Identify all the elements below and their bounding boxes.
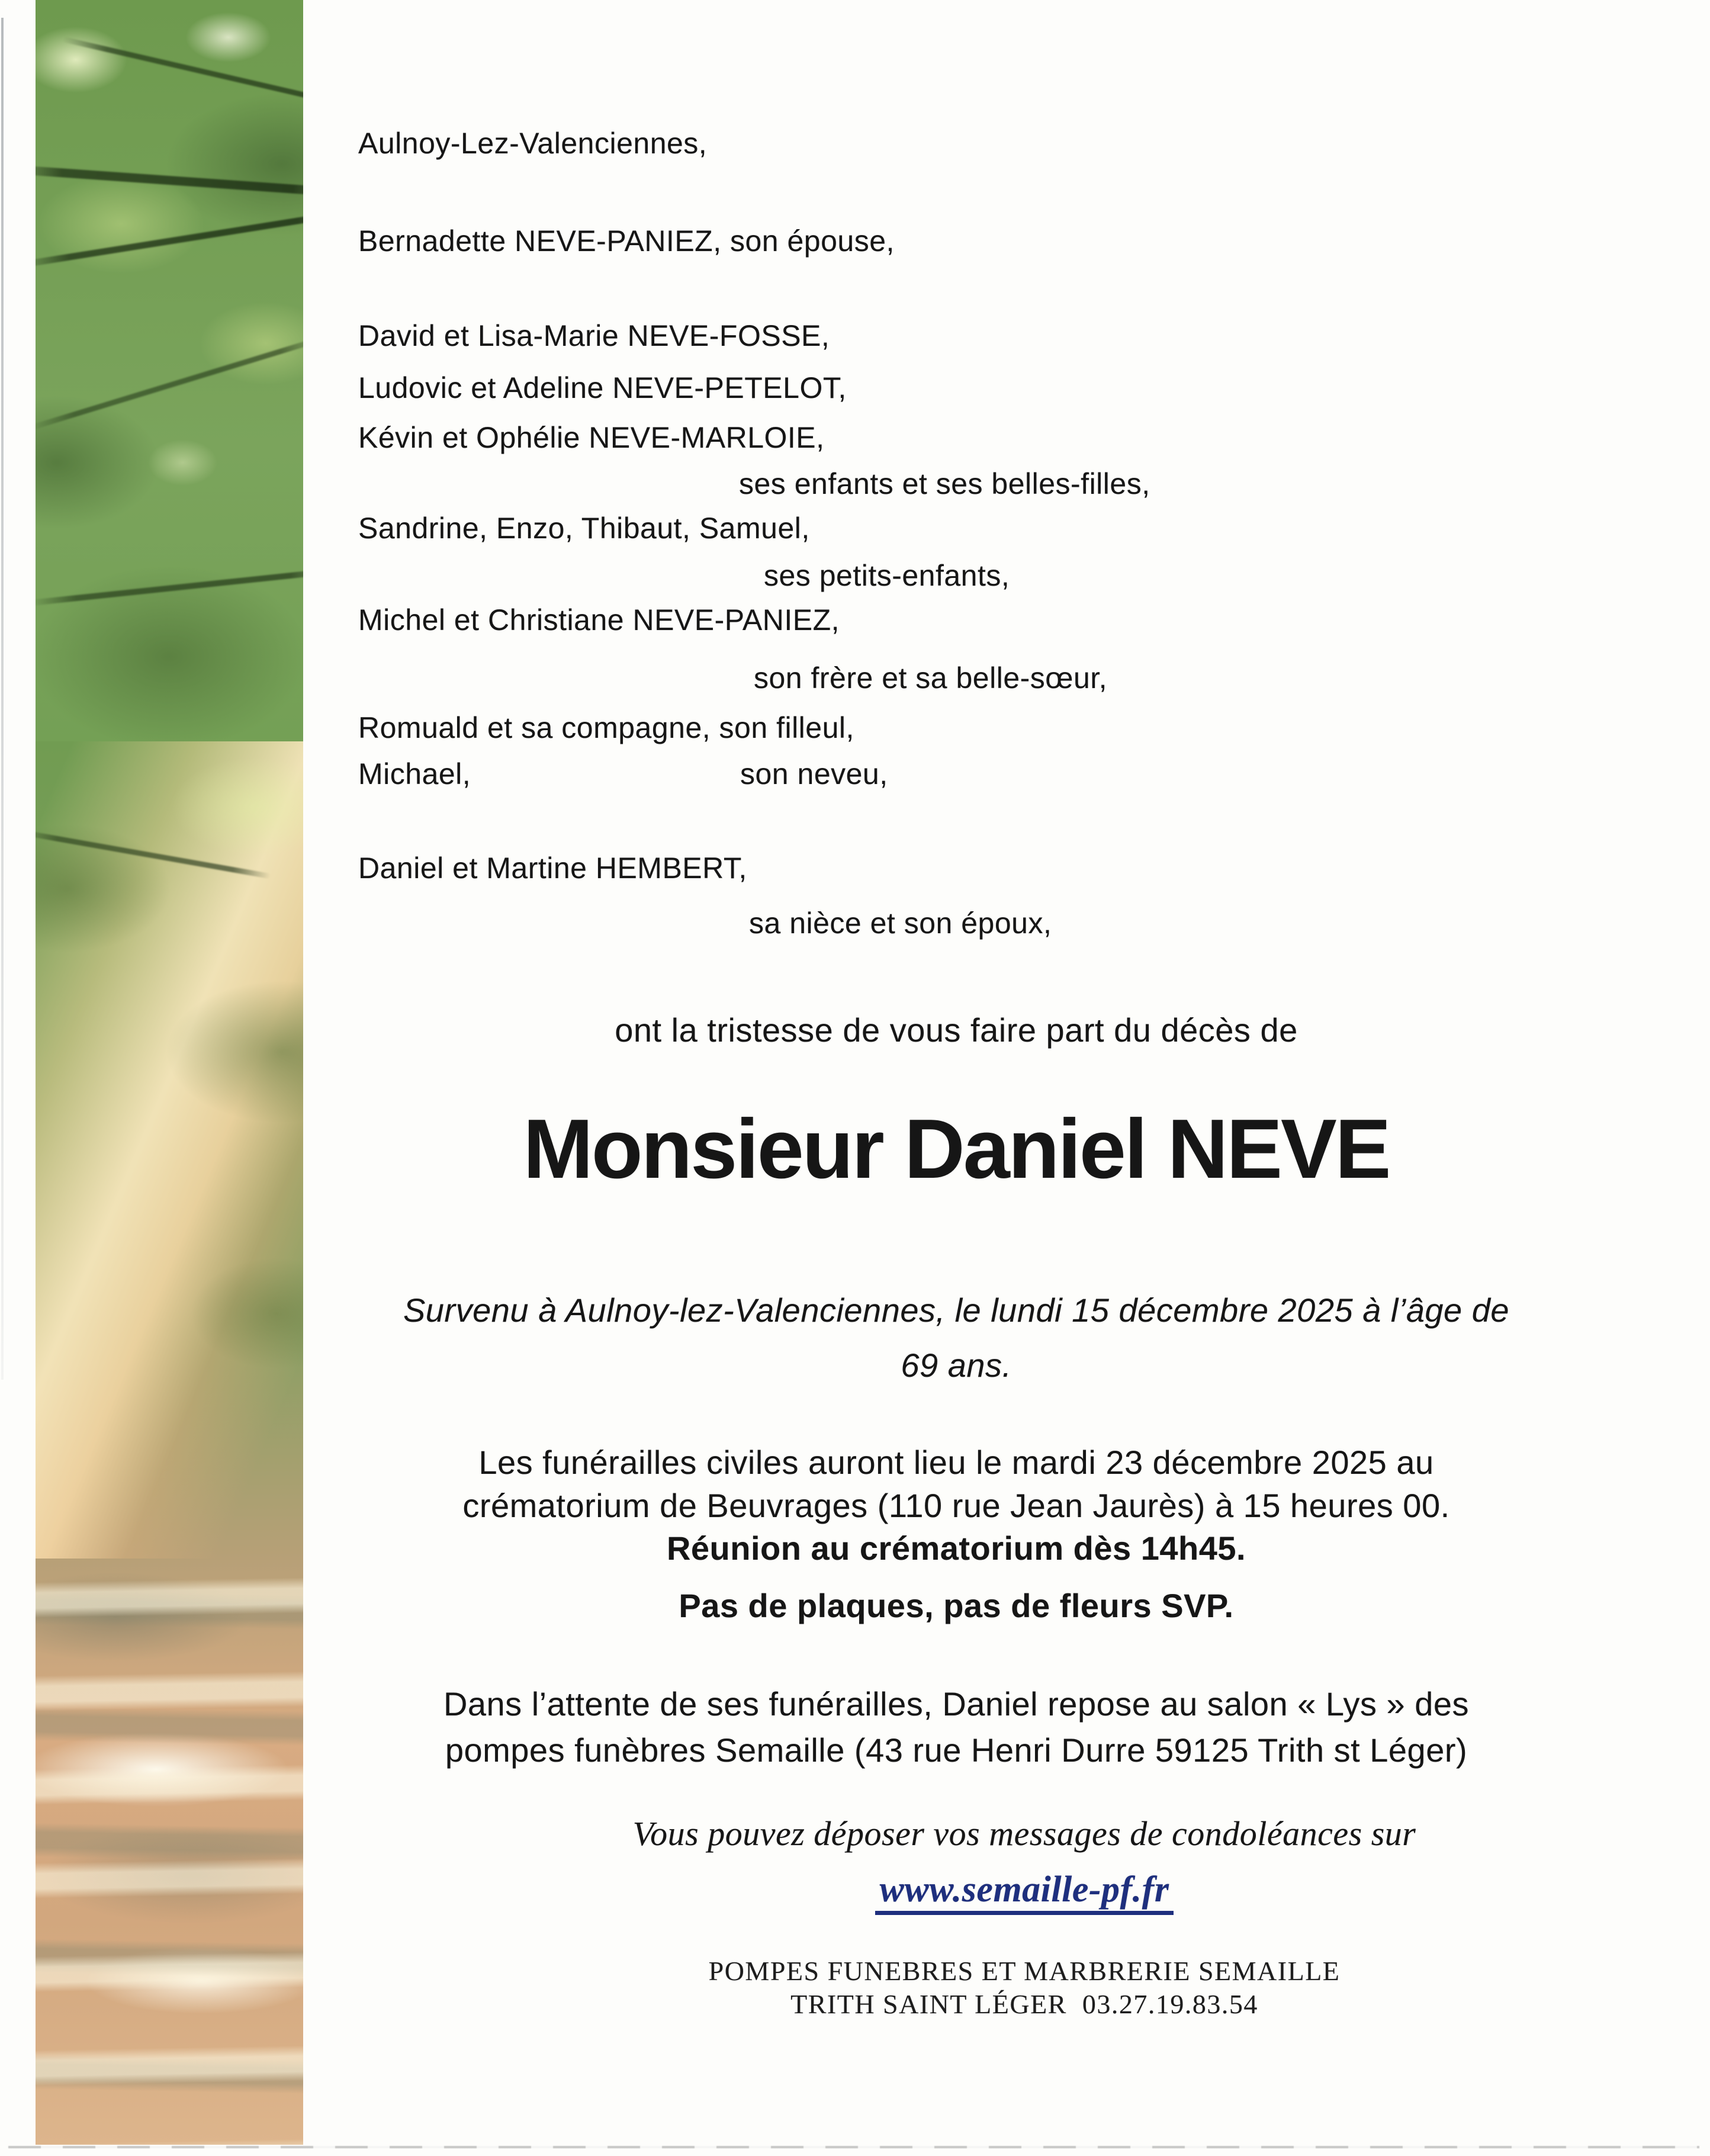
- line-children-relation: ses enfants et ses belles-filles,: [739, 467, 1150, 500]
- footer-location-phone-line: TRITH SAINT LÉGER 03.27.19.83.54: [790, 1989, 1258, 2019]
- line-child-3: Kévin et Ophélie NEVE-MARLOIE,: [358, 421, 825, 454]
- line-city: Aulnoy-Lez-Valenciennes,: [358, 127, 708, 160]
- funeral-line-1: Les funérailles civiles auront lieu le mardi 23 décembre 2025 au: [478, 1444, 1434, 1481]
- announcement-line: ont la tristesse de vous faire part du décès de: [615, 1011, 1298, 1049]
- scan-edge-artifact: [1, 18, 4, 1380]
- line-child-2: Ludovic et Adeline NEVE-PETELOT,: [358, 371, 847, 404]
- line-brother-relation: son frère et sa belle-sœur,: [754, 661, 1108, 695]
- line-grandchildren: Sandrine, Enzo, Thibaut, Samuel,: [358, 512, 810, 545]
- photo-canopy-layer: [36, 0, 303, 746]
- funeral-line-2: crématorium de Beuvrages (110 rue Jean Jaurès) à 15 heures 00.: [462, 1487, 1450, 1524]
- condolences-link-row: [414, 1871, 1634, 1915]
- death-detail-line-2: 69 ans.: [901, 1347, 1012, 1384]
- line-niece-relation: sa nièce et son époux,: [749, 907, 1052, 940]
- photo-path-layer: [36, 1559, 303, 2145]
- photo-sunbeam-layer: [36, 741, 303, 1559]
- funeral-meeting-line: Réunion au crématorium dès 14h45.: [666, 1530, 1246, 1567]
- repose-line-2: pompes funèbres Semaille (43 rue Henri Durre 59125 Trith st Léger): [445, 1731, 1468, 1769]
- repose-line-1: Dans l’attente de ses funérailles, Daniel repose au salon « Lys » des: [443, 1685, 1470, 1723]
- line-spouse: Bernadette NEVE-PANIEZ, son épouse,: [358, 224, 895, 258]
- line-grandchildren-relation: ses petits-enfants,: [764, 559, 1010, 592]
- deceased-name-title: Monsieur Daniel NEVE: [523, 1102, 1390, 1196]
- line-nephew-relation: son neveu,: [740, 757, 888, 791]
- line-child-1: David et Lisa-Marie NEVE-FOSSE,: [358, 319, 830, 352]
- line-niece-couple: Daniel et Martine HEMBERT,: [358, 852, 747, 885]
- scan-edge-artifact: [8, 2146, 1699, 2148]
- line-brother-couple: Michel et Christiane NEVE-PANIEZ,: [358, 603, 840, 637]
- condolences-message: Vous pouvez déposer vos messages de condoléances sur: [632, 1814, 1416, 1853]
- no-flowers-line: Pas de plaques, pas de fleurs SVP.: [679, 1587, 1234, 1624]
- death-detail-line-1: Survenu à Aulnoy-lez-Valenciennes, le lundi 15 décembre 2025 à l’âge de: [403, 1291, 1510, 1329]
- forest-path-photo: [36, 0, 303, 2145]
- condolences-website-link[interactable]: www.semaille-pf.fr: [875, 1871, 1174, 1915]
- footer-company-line: POMPES FUNEBRES ET MARBRERIE SEMAILLE: [708, 1956, 1341, 1986]
- line-godson: Romuald et sa compagne, son filleul,: [358, 711, 854, 744]
- line-nephew: Michael,: [358, 757, 471, 791]
